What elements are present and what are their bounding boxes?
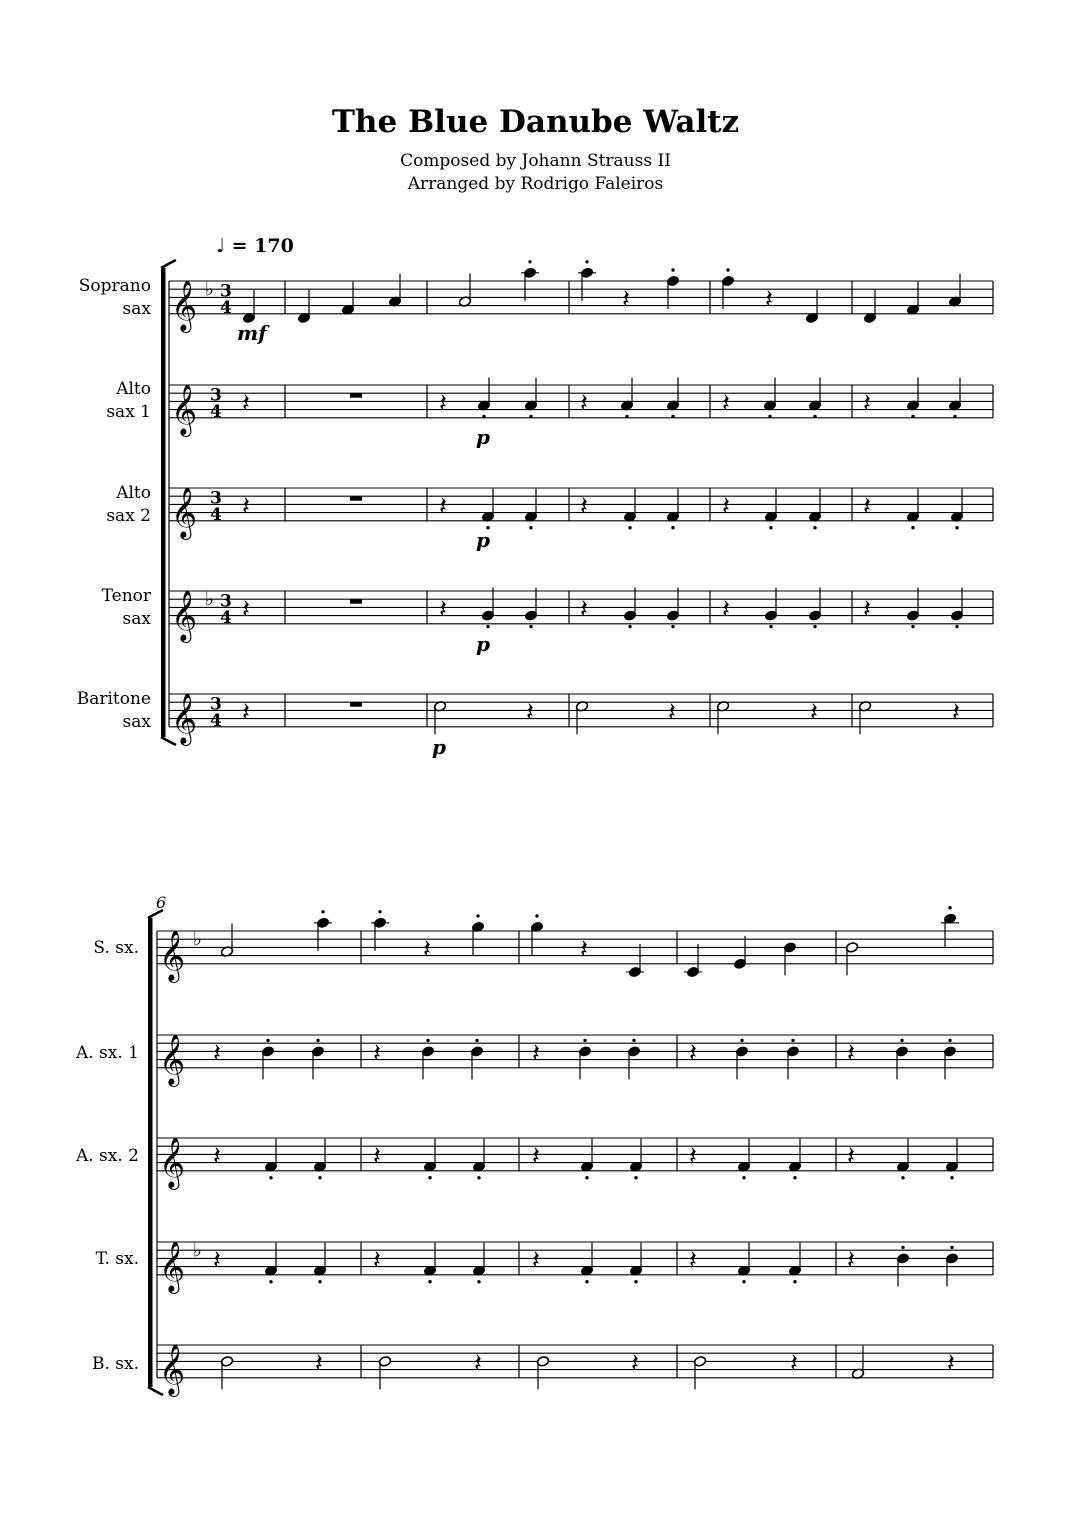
quarter-rest-icon: 𝄽 xyxy=(213,1245,221,1276)
quarter-rest-icon: 𝄽 xyxy=(213,1038,221,1069)
staccato-dot xyxy=(793,1176,796,1179)
staccato-dot xyxy=(585,1176,588,1179)
staccato-dot xyxy=(535,914,538,917)
measure-number: 6 xyxy=(156,893,167,912)
staccato-dot xyxy=(911,625,914,628)
staccato-dot xyxy=(671,526,674,529)
staccato-dot xyxy=(529,625,532,628)
staccato-dot xyxy=(482,415,485,418)
staccato-dot xyxy=(529,415,532,418)
staccato-dot xyxy=(901,1176,904,1179)
quarter-rest-icon: 𝄽 xyxy=(439,491,447,522)
staccato-dot xyxy=(583,1039,586,1042)
quarter-rest-icon: 𝄽 xyxy=(580,491,588,522)
quarter-rest-icon: 𝄽 xyxy=(373,1038,381,1069)
instrument-label-alto-2: Alto sax 2 xyxy=(106,483,151,526)
quarter-rest-icon: 𝄽 xyxy=(242,388,250,419)
staccato-dot xyxy=(793,1280,796,1283)
staccato-dot xyxy=(428,1280,431,1283)
quarter-rest-icon: 𝄽 xyxy=(580,594,588,625)
staccato-dot xyxy=(671,625,674,628)
staccato-dot xyxy=(266,1039,269,1042)
quarter-rest-icon: 𝄽 xyxy=(722,388,730,419)
staccato-dot xyxy=(475,1039,478,1042)
quarter-rest-icon: 𝄽 xyxy=(952,697,960,728)
staccato-dot xyxy=(769,526,772,529)
staccato-dot xyxy=(529,526,532,529)
time-signature-bottom: 4 xyxy=(220,607,232,628)
instrument-short-baritone: B. sx. xyxy=(91,1354,139,1374)
quarter-rest-icon: 𝄽 xyxy=(863,594,871,625)
tempo-value: = 170 xyxy=(231,235,294,257)
staccato-dot xyxy=(900,1039,903,1042)
quarter-rest-icon: 𝄽 xyxy=(532,1245,540,1276)
staccato-dot xyxy=(950,1176,953,1179)
quarter-rest-icon: 𝄽 xyxy=(373,1141,381,1172)
treble-clef-icon: 𝄞 xyxy=(159,929,186,981)
quarter-rest-icon: 𝄽 xyxy=(526,697,534,728)
bracket-hook xyxy=(161,260,176,268)
quarter-rest-icon: 𝄽 xyxy=(439,388,447,419)
time-signature-bottom: 4 xyxy=(210,710,222,731)
treble-clef-icon: 𝄞 xyxy=(171,383,198,435)
time-signature-top: 3 xyxy=(210,385,222,406)
staccato-dot xyxy=(269,1176,272,1179)
staccato-dot xyxy=(426,1039,429,1042)
instrument-short-alto-1: A. sx. 1 xyxy=(75,1043,139,1063)
quarter-rest-icon: 𝄽 xyxy=(765,284,773,315)
staccato-dot xyxy=(813,526,816,529)
quarter-rest-icon: 𝄽 xyxy=(790,1348,798,1379)
treble-clef-icon: 𝄞 xyxy=(171,692,198,744)
staccato-dot xyxy=(378,910,381,913)
time-signature-bottom: 4 xyxy=(210,504,222,525)
treble-clef-icon: 𝄞 xyxy=(171,486,198,538)
dynamic-marking: p xyxy=(476,632,490,656)
staccato-dot xyxy=(269,1280,272,1283)
quarter-rest-icon: 𝄽 xyxy=(532,1038,540,1069)
quarter-rest-icon: 𝄽 xyxy=(580,934,588,965)
staccato-dot xyxy=(671,268,674,271)
quarter-note-icon: ♩ xyxy=(216,235,225,257)
staccato-dot xyxy=(671,415,674,418)
quarter-rest-icon: 𝄽 xyxy=(689,1038,697,1069)
quarter-rest-icon: 𝄽 xyxy=(668,697,676,728)
staccato-dot xyxy=(742,1280,745,1283)
staccato-dot xyxy=(632,1039,635,1042)
flat-icon: ♭ xyxy=(205,278,214,301)
staccato-dot xyxy=(321,910,324,913)
staccato-dot xyxy=(791,1039,794,1042)
quarter-rest-icon: 𝄽 xyxy=(580,388,588,419)
staccato-dot xyxy=(628,526,631,529)
staccato-dot xyxy=(768,415,771,418)
staccato-dot xyxy=(813,625,816,628)
dynamic-marking: p xyxy=(476,528,490,552)
instrument-label-soprano: Soprano sax xyxy=(78,276,151,319)
staccato-dot xyxy=(316,1039,319,1042)
staccato-dot xyxy=(318,1176,321,1179)
time-signature-bottom: 4 xyxy=(210,401,222,422)
staccato-dot xyxy=(528,260,531,263)
staccato-dot xyxy=(901,1246,904,1249)
staccato-dot xyxy=(428,1176,431,1179)
instrument-label-baritone: Baritone sax xyxy=(76,689,151,732)
quarter-rest-icon: 𝄽 xyxy=(810,697,818,728)
staccato-dot xyxy=(476,914,479,917)
whole-rest xyxy=(350,702,362,707)
staccato-dot xyxy=(477,1280,480,1283)
treble-clef-icon: 𝄞 xyxy=(159,1033,186,1085)
bracket-hook xyxy=(148,910,163,918)
quarter-rest-icon: 𝄽 xyxy=(722,594,730,625)
staccato-dot xyxy=(726,268,729,271)
staccato-dot xyxy=(486,625,489,628)
quarter-rest-icon: 𝄽 xyxy=(439,594,447,625)
quarter-rest-icon: 𝄽 xyxy=(947,1348,955,1379)
instrument-short-soprano: S. sx. xyxy=(93,938,139,958)
quarter-rest-icon: 𝄽 xyxy=(863,491,871,522)
time-signature-bottom: 4 xyxy=(220,297,232,318)
staccato-dot xyxy=(911,526,914,529)
dynamic-marking: p xyxy=(476,425,490,449)
staccato-dot xyxy=(634,1280,637,1283)
instrument-label-alto-1: Alto sax 1 xyxy=(106,379,151,422)
staccato-dot xyxy=(628,625,631,628)
flat-icon: ♭ xyxy=(193,928,202,951)
quarter-rest-icon: 𝄽 xyxy=(474,1348,482,1379)
whole-rest xyxy=(350,496,362,501)
quarter-rest-icon: 𝄽 xyxy=(847,1245,855,1276)
treble-clef-icon: 𝄞 xyxy=(159,1136,186,1188)
quarter-rest-icon: 𝄽 xyxy=(213,1141,221,1172)
dynamic-marking: p xyxy=(432,735,446,759)
quarter-rest-icon: 𝄽 xyxy=(722,491,730,522)
score-title: The Blue Danube Waltz xyxy=(331,104,740,140)
whole-rest xyxy=(350,599,362,604)
staccato-dot xyxy=(911,415,914,418)
staccato-dot xyxy=(950,1246,953,1249)
instrument-short-tenor: T. sx. xyxy=(95,1249,139,1269)
whole-rest xyxy=(350,393,362,398)
treble-clef-icon: 𝄞 xyxy=(159,1240,186,1292)
quarter-rest-icon: 𝄽 xyxy=(847,1141,855,1172)
quarter-rest-icon: 𝄽 xyxy=(423,934,431,965)
quarter-rest-icon: 𝄽 xyxy=(242,594,250,625)
system-bracket xyxy=(161,268,166,737)
staccato-dot xyxy=(318,1280,321,1283)
quarter-rest-icon: 𝄽 xyxy=(689,1141,697,1172)
quarter-rest-icon: 𝄽 xyxy=(631,1348,639,1379)
staccato-dot xyxy=(813,415,816,418)
quarter-rest-icon: 𝄽 xyxy=(315,1348,323,1379)
arranger-credit: Arranged by Rodrigo Faleiros xyxy=(407,174,664,194)
time-signature-top: 3 xyxy=(210,694,222,715)
quarter-rest-icon: 𝄽 xyxy=(373,1245,381,1276)
treble-clef-icon: 𝄞 xyxy=(171,589,198,641)
staccato-dot xyxy=(585,260,588,263)
instrument-short-alto-2: A. sx. 2 xyxy=(75,1146,139,1166)
staccato-dot xyxy=(955,526,958,529)
staccato-dot xyxy=(953,415,956,418)
treble-clef-icon: 𝄞 xyxy=(171,279,198,331)
staccato-dot xyxy=(948,906,951,909)
flat-icon: ♭ xyxy=(193,1239,202,1262)
time-signature-top: 3 xyxy=(220,591,232,612)
staccato-dot xyxy=(948,1039,951,1042)
system-bracket xyxy=(148,918,153,1387)
quarter-rest-icon: 𝄽 xyxy=(863,388,871,419)
quarter-rest-icon: 𝄽 xyxy=(847,1038,855,1069)
staccato-dot xyxy=(742,1176,745,1179)
treble-clef-icon: 𝄞 xyxy=(159,1343,186,1395)
staccato-dot xyxy=(585,1280,588,1283)
quarter-rest-icon: 𝄽 xyxy=(242,491,250,522)
composer-credit: Composed by Johann Strauss II xyxy=(400,151,671,171)
quarter-rest-icon: 𝄽 xyxy=(689,1245,697,1276)
staccato-dot xyxy=(769,625,772,628)
staccato-dot xyxy=(740,1039,743,1042)
staccato-dot xyxy=(634,1176,637,1179)
time-signature-top: 3 xyxy=(220,281,232,302)
time-signature-top: 3 xyxy=(210,488,222,509)
quarter-rest-icon: 𝄽 xyxy=(532,1141,540,1172)
quarter-rest-icon: 𝄽 xyxy=(622,284,630,315)
flat-icon: ♭ xyxy=(205,588,214,611)
staccato-dot xyxy=(625,415,628,418)
staccato-dot xyxy=(477,1176,480,1179)
dynamic-marking: mf xyxy=(237,321,267,345)
instrument-label-tenor: Tenor sax xyxy=(101,586,151,629)
quarter-rest-icon: 𝄽 xyxy=(242,697,250,728)
staccato-dot xyxy=(955,625,958,628)
